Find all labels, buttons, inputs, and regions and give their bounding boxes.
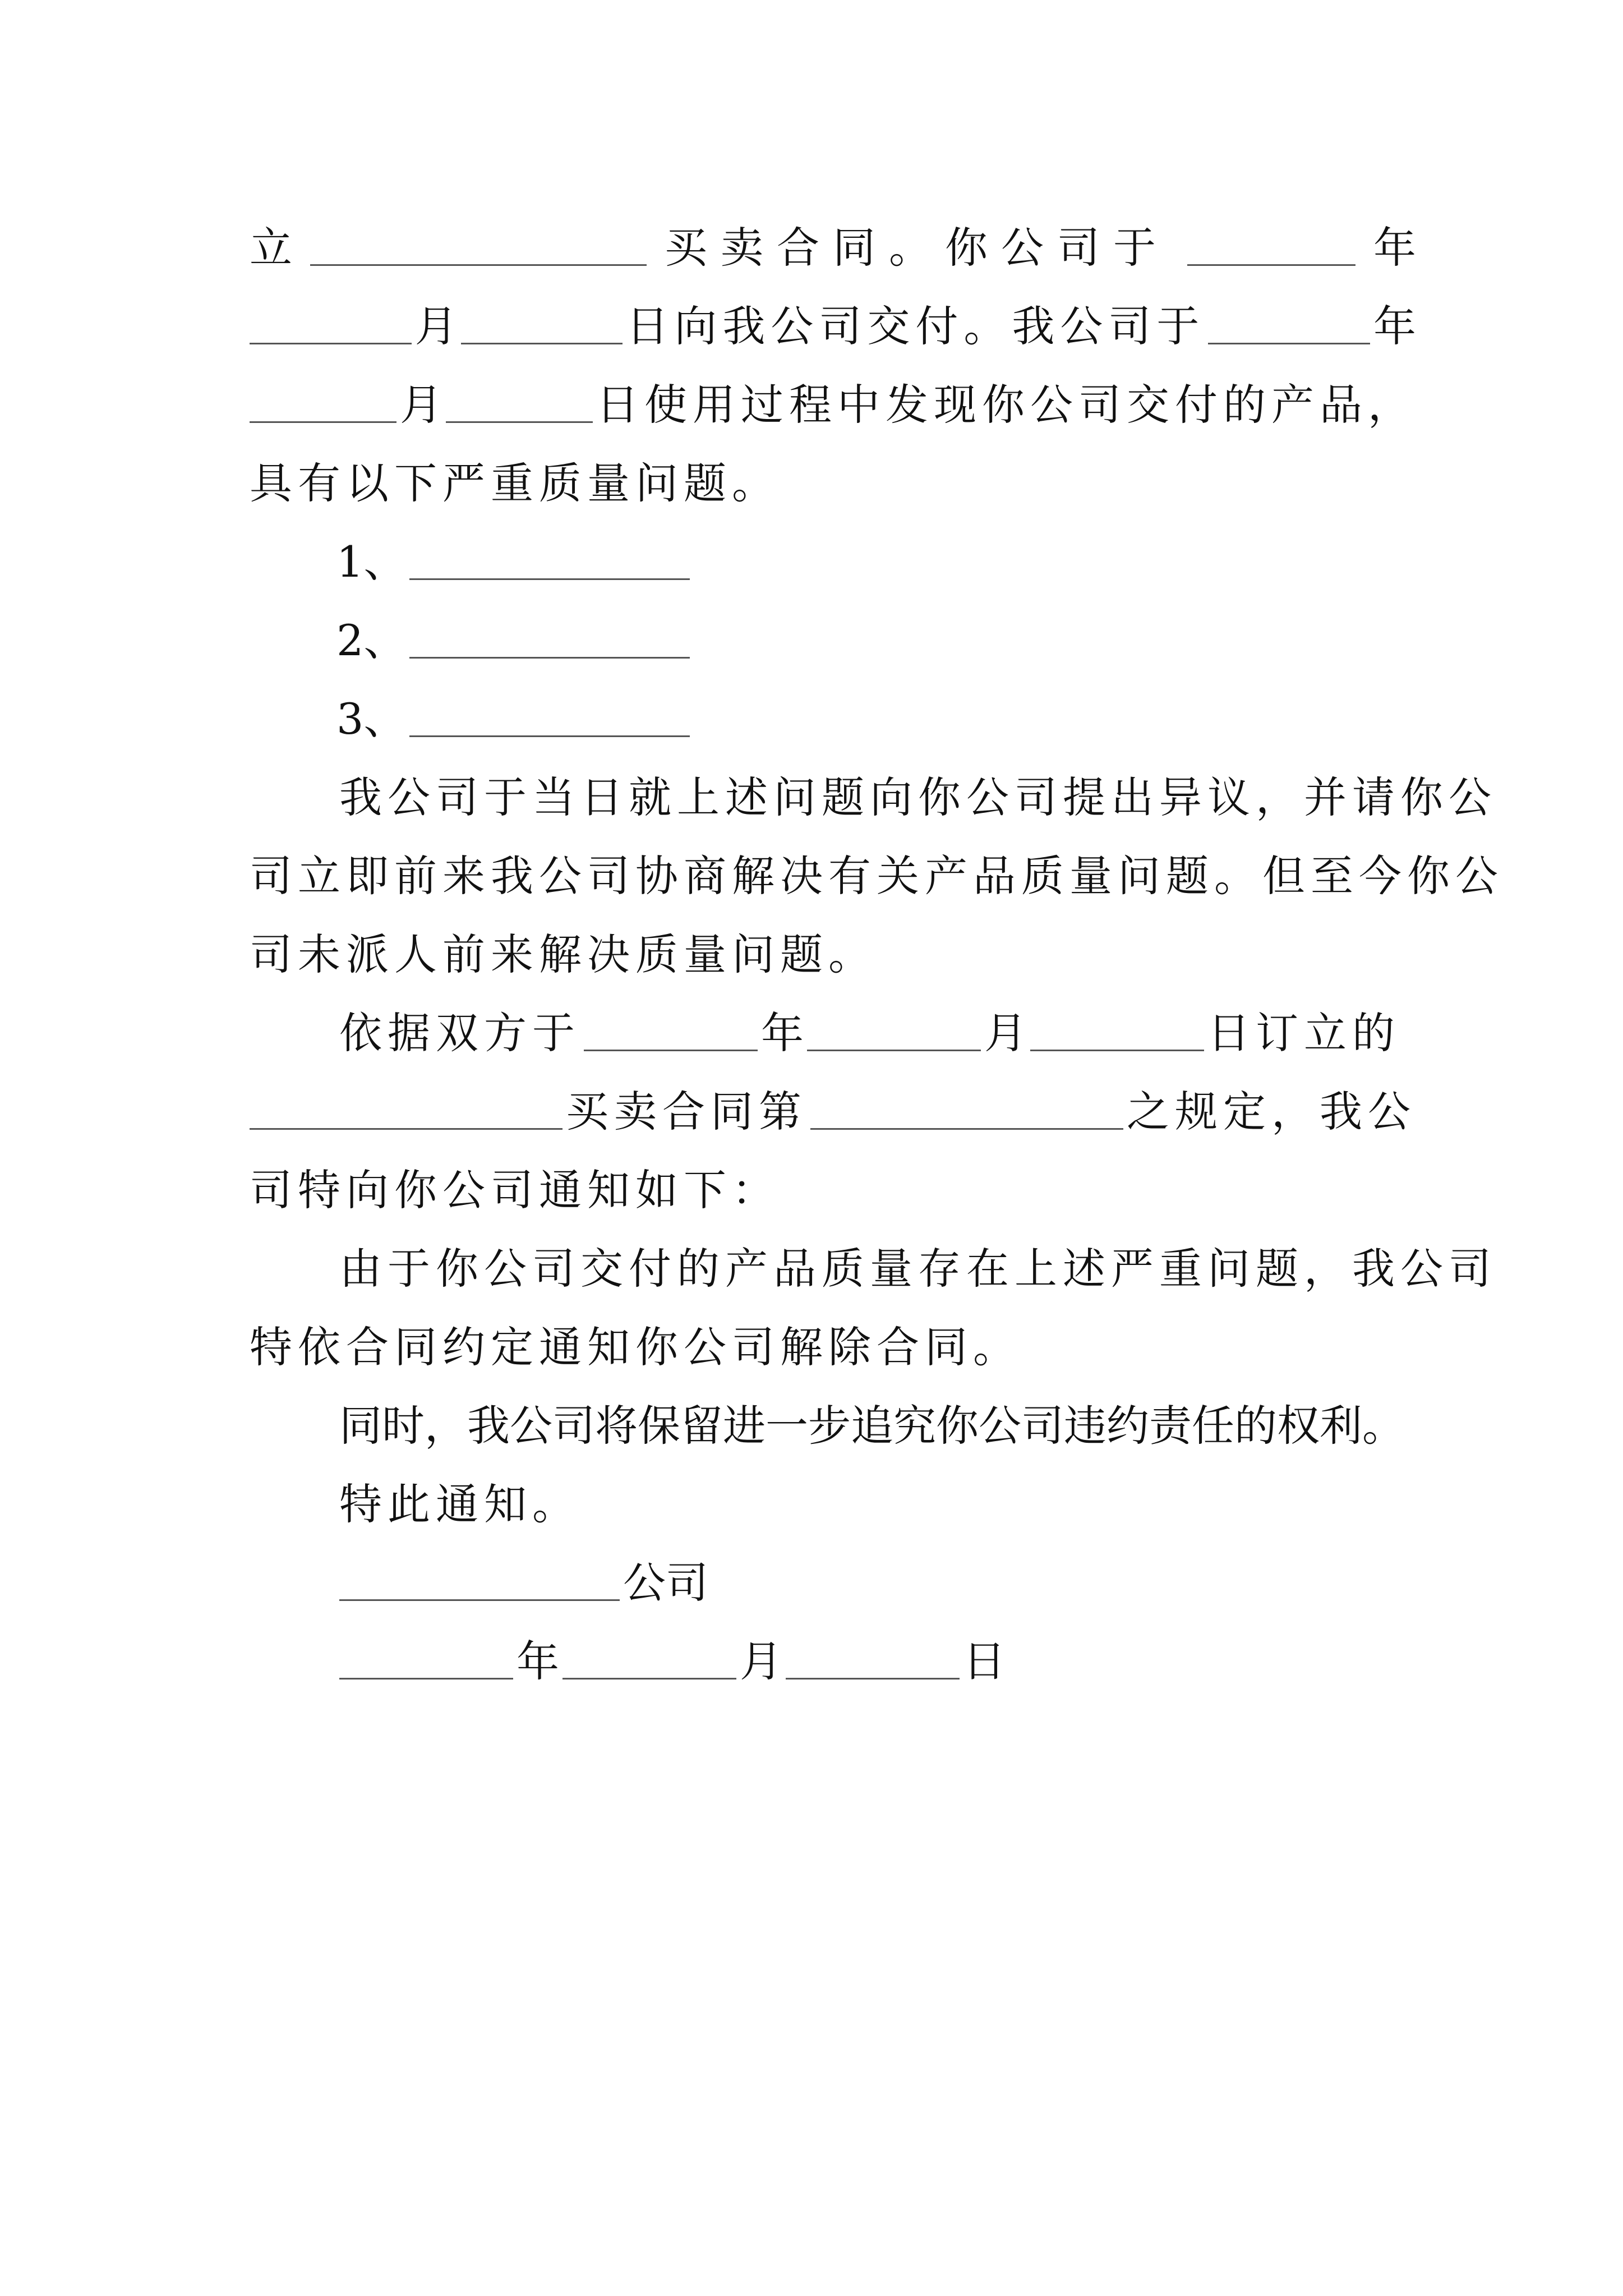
- signature-company: [250, 1526, 1416, 1608]
- blank-contract-name: [310, 264, 647, 266]
- blank-month-2: [250, 421, 396, 423]
- text-termination-1: 由于你公司交付的产品质量存在上述严重问题，我公司: [339, 1244, 1497, 1294]
- blank-sign-day: [786, 1678, 960, 1680]
- list-item-2: [336, 583, 1503, 665]
- text-termination-2: 特依合同约定通知你公司解除合同。: [250, 1322, 1021, 1372]
- blank-basis-day: [1030, 1050, 1204, 1051]
- item-number: 2、: [336, 615, 407, 665]
- text-month: 月: [414, 301, 458, 351]
- blank-clause: [810, 1128, 1123, 1130]
- text-sign-month: 月: [740, 1636, 782, 1686]
- blank-contract-name-2: [250, 1128, 562, 1130]
- text-notice-end: 特此通知。: [339, 1479, 580, 1529]
- para-basis-line-2: [250, 1055, 1416, 1137]
- text-delivery: 日向我公司交付。我公司于: [626, 301, 1205, 351]
- blank-basis-month: [807, 1050, 981, 1051]
- text-basis-month: 月: [984, 1008, 1027, 1058]
- para-objection-line-3: [250, 898, 1416, 979]
- text-objection-3: 司未派人前来解决质量问题。: [250, 930, 877, 979]
- para-basis-line-3: [250, 1133, 1416, 1215]
- line-use-date: [250, 348, 1416, 430]
- text-sign-day: 日: [963, 1636, 1006, 1686]
- text-objection-1: 我公司于当日就上述问题向你公司提出异议，并请你公: [339, 772, 1497, 822]
- item-number: 3、: [336, 694, 407, 744]
- line-delivery-date: [250, 269, 1417, 351]
- text-prefix: 立: [250, 223, 292, 273]
- text-reserve-rights: 同时，我公司将保留进一步追究你公司违约责任的权利。: [339, 1401, 1405, 1451]
- line-problems-intro: [250, 426, 1416, 508]
- blank-month: [250, 343, 412, 344]
- text-basis-year: 年: [761, 1008, 804, 1058]
- blank-item-3: [409, 735, 690, 737]
- line-contract-intro: [250, 191, 1416, 273]
- text-year: 年: [1373, 223, 1416, 273]
- blank-company-name: [339, 1599, 620, 1601]
- text-contract-clause: 买卖合同第: [566, 1087, 807, 1137]
- text-company: 公司: [623, 1558, 708, 1608]
- blank-item-2: [409, 657, 690, 659]
- para-objection-line-1: [250, 740, 1497, 822]
- para-notice-end: [250, 1447, 1416, 1529]
- text-rule: 之规定，我公: [1127, 1087, 1416, 1137]
- text-month-2: 月: [400, 380, 442, 430]
- text-basis-start: 依据双方于: [339, 1008, 580, 1058]
- blank-day: [461, 343, 623, 344]
- blank-day-2: [446, 421, 593, 423]
- para-termination-line-2: [250, 1290, 1416, 1372]
- blank-basis-year: [584, 1050, 758, 1051]
- text-problems-intro: 具有以下严重质量问题。: [250, 458, 780, 508]
- para-objection-line-2: [250, 819, 1504, 901]
- text-basis-end: 司特向你公司通知如下：: [250, 1165, 780, 1215]
- text-year-2: 年: [1373, 301, 1417, 351]
- text-sign-year: 年: [517, 1636, 559, 1686]
- blank-sign-month: [562, 1678, 736, 1680]
- blank-item-1: [409, 578, 690, 580]
- para-basis-line-1: [250, 976, 1416, 1058]
- blank-year-2: [1208, 343, 1370, 344]
- list-item-1: [336, 505, 1503, 587]
- blank-sign-year: [339, 1678, 513, 1680]
- signature-date: [250, 1604, 1416, 1686]
- text-objection-2: 司立即前来我公司协商解决有关产品质量问题。但至今你公: [250, 851, 1504, 901]
- item-number: 1、: [336, 537, 407, 587]
- text-contract-delivered: 买卖合同。你公司于: [665, 223, 1169, 273]
- text-basis-day: 日订立的: [1207, 1008, 1400, 1058]
- para-termination-line-1: [250, 1212, 1497, 1294]
- list-item-3: [336, 662, 1503, 744]
- blank-year: [1187, 264, 1355, 266]
- para-reserve-rights: [250, 1369, 1416, 1451]
- text-usage-found: 日使用过程中发现你公司交付的产品，: [596, 380, 1416, 430]
